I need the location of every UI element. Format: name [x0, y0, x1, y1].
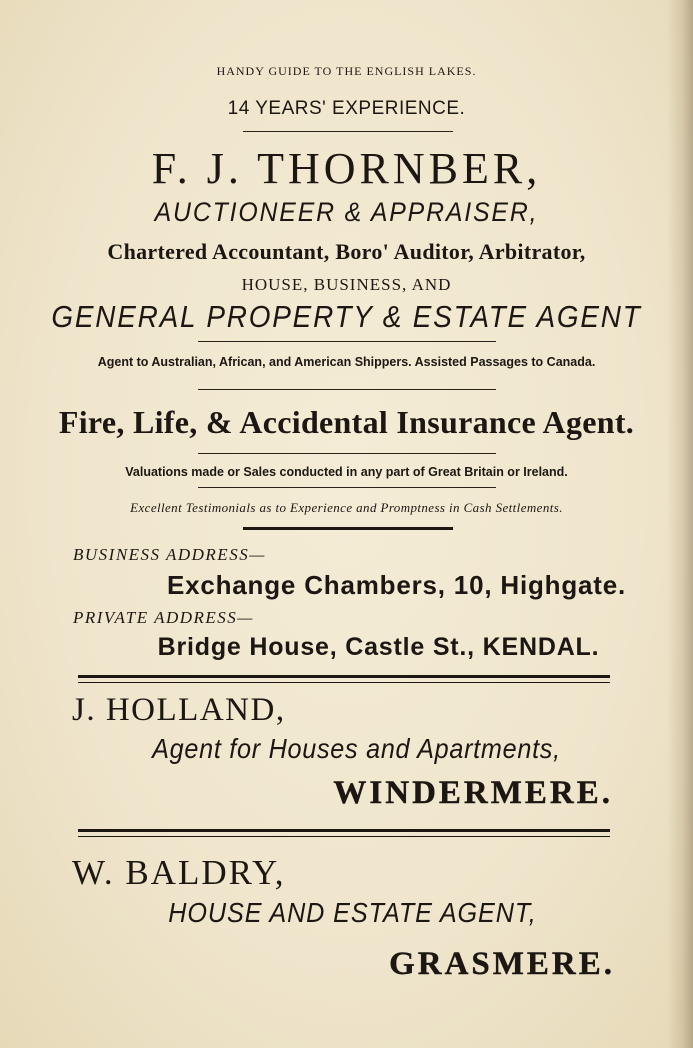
running-header: HANDY GUIDE TO THE ENGLISH LAKES.	[216, 64, 477, 78]
thornber-role: AUCTIONEER & APPRAISER,	[154, 197, 539, 227]
section-divider	[78, 829, 610, 837]
testimonials-notice: Excellent Testimonials as to Experience and Promptness in Cash Settlements.	[130, 500, 563, 515]
baldry-role: HOUSE AND ESTATE AGENT,	[168, 897, 537, 928]
holland-role: Agent for Houses and Apartments,	[152, 733, 561, 764]
section-divider	[78, 675, 610, 683]
thornber-titles: Chartered Accountant, Boro' Auditor, Arbitrator,	[107, 239, 586, 264]
thornber-name: F. J. THORNBER,	[151, 144, 542, 193]
holland-name: J. HOLLAND,	[72, 692, 286, 728]
divider-rule	[198, 453, 496, 454]
private-address: Bridge House, Castle St., KENDAL.	[157, 633, 600, 661]
divider-rule-thick	[243, 527, 453, 530]
divider-rule	[243, 131, 453, 132]
business-address: Exchange Chambers, 10, Highgate.	[166, 570, 627, 600]
house-business-line: HOUSE, BUSINESS, AND	[241, 275, 452, 294]
experience-heading: 14 YEARS' EXPERIENCE.	[227, 98, 466, 119]
baldry-name: W. BALDRY,	[72, 853, 286, 892]
general-agent-line: GENERAL PROPERTY & ESTATE AGENT	[51, 299, 642, 334]
shippers-notice: Agent to Australian, African, and American Shippers. Assisted Passages to Canada.	[97, 355, 596, 369]
holland-town: WINDERMERE.	[333, 775, 613, 811]
private-address-label: PRIVATE ADDRESS—	[73, 608, 254, 627]
baldry-town: GRASMERE.	[389, 946, 615, 982]
business-address-label: BUSINESS ADDRESS—	[73, 545, 266, 564]
divider-rule	[198, 487, 496, 488]
insurance-agent-line: Fire, Life, & Accidental Insurance Agent.	[58, 404, 635, 440]
divider-rule	[198, 389, 496, 390]
valuations-notice: Valuations made or Sales conducted in any part of Great Britain or Ireland.	[125, 465, 568, 479]
divider-rule	[198, 341, 496, 342]
